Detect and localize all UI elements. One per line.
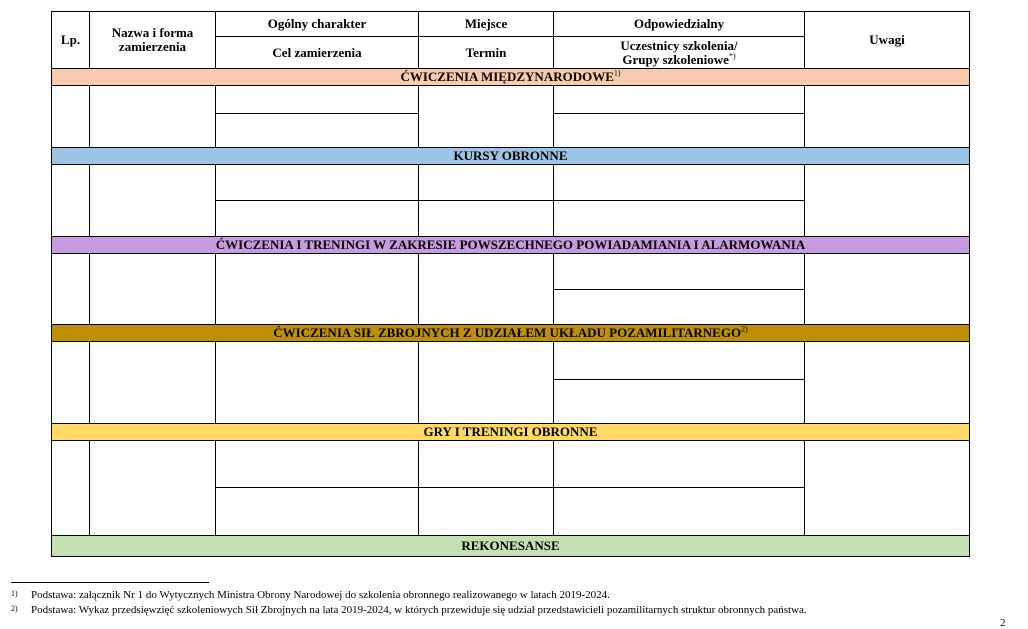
header-lp: Lp. xyxy=(52,12,90,69)
header-remarks: Uwagi xyxy=(805,12,970,69)
footnote-ref-1: 1) xyxy=(613,68,621,78)
header-goal: Cel zamierzenia xyxy=(216,37,419,69)
section-international xyxy=(52,69,970,86)
cell-participants[interactable] xyxy=(554,380,805,424)
footnote-2 xyxy=(11,604,807,617)
cell-remarks[interactable] xyxy=(805,165,970,237)
training-plan-table xyxy=(51,11,970,557)
cell-participants[interactable] xyxy=(554,290,805,325)
cell-name-form[interactable] xyxy=(90,441,216,536)
cell-remarks[interactable] xyxy=(805,254,970,325)
cell-responsible[interactable] xyxy=(554,342,805,380)
cell-place[interactable] xyxy=(419,342,554,424)
cell-remarks[interactable] xyxy=(805,342,970,424)
section-title-recon: REKONESANSE xyxy=(52,536,970,557)
footnote-1 xyxy=(11,589,610,602)
footnote-ref-2: 2) xyxy=(741,324,748,334)
cell-name-form[interactable] xyxy=(90,254,216,325)
cell-responsible[interactable] xyxy=(554,441,805,488)
participants-line1: Uczestnicy szkolenia/ xyxy=(620,37,738,53)
section-title-alarming: ĆWICZENIA I TRENINGI W ZAKRESIE POWSZECHNEGO POWIADAMIANIA I ALARMOWANIA xyxy=(52,237,970,254)
cell-place[interactable] xyxy=(419,165,554,201)
page-number: 2 xyxy=(1000,617,1006,629)
cell-general-character[interactable] xyxy=(216,342,419,424)
cell-name-form[interactable] xyxy=(90,86,216,148)
cell-date[interactable] xyxy=(419,201,554,237)
cell-remarks[interactable] xyxy=(805,86,970,148)
section-alarming xyxy=(52,237,970,254)
cell-responsible[interactable] xyxy=(554,86,805,114)
cell-lp[interactable] xyxy=(52,441,90,536)
footnote-1-number: 1) xyxy=(11,589,18,598)
section-games xyxy=(52,424,970,441)
footnote-2-number: 2) xyxy=(11,604,18,613)
cell-general-character[interactable] xyxy=(216,441,419,488)
cell-lp[interactable] xyxy=(52,86,90,148)
cell-place[interactable] xyxy=(419,254,554,325)
cell-general-character[interactable] xyxy=(216,86,419,114)
section-armed-forces xyxy=(52,325,970,342)
cell-goal[interactable] xyxy=(216,114,419,148)
cell-remarks[interactable] xyxy=(805,441,970,536)
cell-date[interactable] xyxy=(419,488,554,536)
header-participants xyxy=(554,37,805,69)
section-courses xyxy=(52,148,970,165)
cell-lp[interactable] xyxy=(52,342,90,424)
cell-responsible[interactable] xyxy=(554,165,805,201)
header-place: Miejsce xyxy=(419,12,554,37)
table-row xyxy=(52,254,970,290)
footnote-1-text: Podstawa: załącznik Nr 1 do Wytycznych Ministra Obrony Narodowej do szkolenia obronnego realizowanego w latach 2019-2024. xyxy=(31,589,610,601)
header-name-form: Nazwa i forma zamierzenia xyxy=(90,12,216,69)
section-title-international: ĆWICZENIA MIĘDZYNARODOWE$^{1)}$ xyxy=(52,69,970,86)
participants-mark: *) xyxy=(728,51,736,61)
table-row xyxy=(52,441,970,488)
section-title-courses: KURSY OBRONNE xyxy=(52,148,970,165)
cell-place[interactable] xyxy=(419,86,554,148)
section-recon xyxy=(52,536,970,557)
cell-general-character[interactable] xyxy=(216,254,419,325)
cell-participants[interactable] xyxy=(554,488,805,536)
cell-goal[interactable] xyxy=(216,488,419,536)
section-title-games: GRY I TRENINGI OBRONNE xyxy=(52,424,970,441)
footnote-2-text: Podstawa: Wykaz przedsięwzięć szkoleniowych Sił Zbrojnych na lata 2019-2024, w których przewiduje się udział przedstawicieli pozamilitarnych struktur obronnych państwa. xyxy=(31,604,807,616)
table-row xyxy=(52,342,970,380)
table-row xyxy=(52,86,970,114)
section-title-armed-forces: ĆWICZENIA SIŁ ZBROJNYCH Z UDZIAŁEM UKŁADU POZAMILITARNEGO$^{2)}$ xyxy=(52,325,970,342)
header-general-character: Ogólny charakter xyxy=(216,12,419,37)
cell-general-character[interactable] xyxy=(216,165,419,201)
cell-name-form[interactable] xyxy=(90,342,216,424)
footnote-separator xyxy=(11,582,209,583)
participants-line2: Grupy szkoleniowe xyxy=(622,51,729,67)
header-date: Termin xyxy=(419,37,554,69)
header-responsible: Odpowiedzialny xyxy=(554,12,805,37)
cell-participants[interactable] xyxy=(554,114,805,148)
cell-goal[interactable] xyxy=(216,201,419,237)
cell-name-form[interactable] xyxy=(90,165,216,237)
cell-lp[interactable] xyxy=(52,254,90,325)
cell-participants[interactable] xyxy=(554,201,805,237)
header-row-top xyxy=(52,12,970,37)
cell-responsible[interactable] xyxy=(554,254,805,290)
table-row xyxy=(52,165,970,201)
cell-place[interactable] xyxy=(419,441,554,488)
cell-lp[interactable] xyxy=(52,165,90,237)
